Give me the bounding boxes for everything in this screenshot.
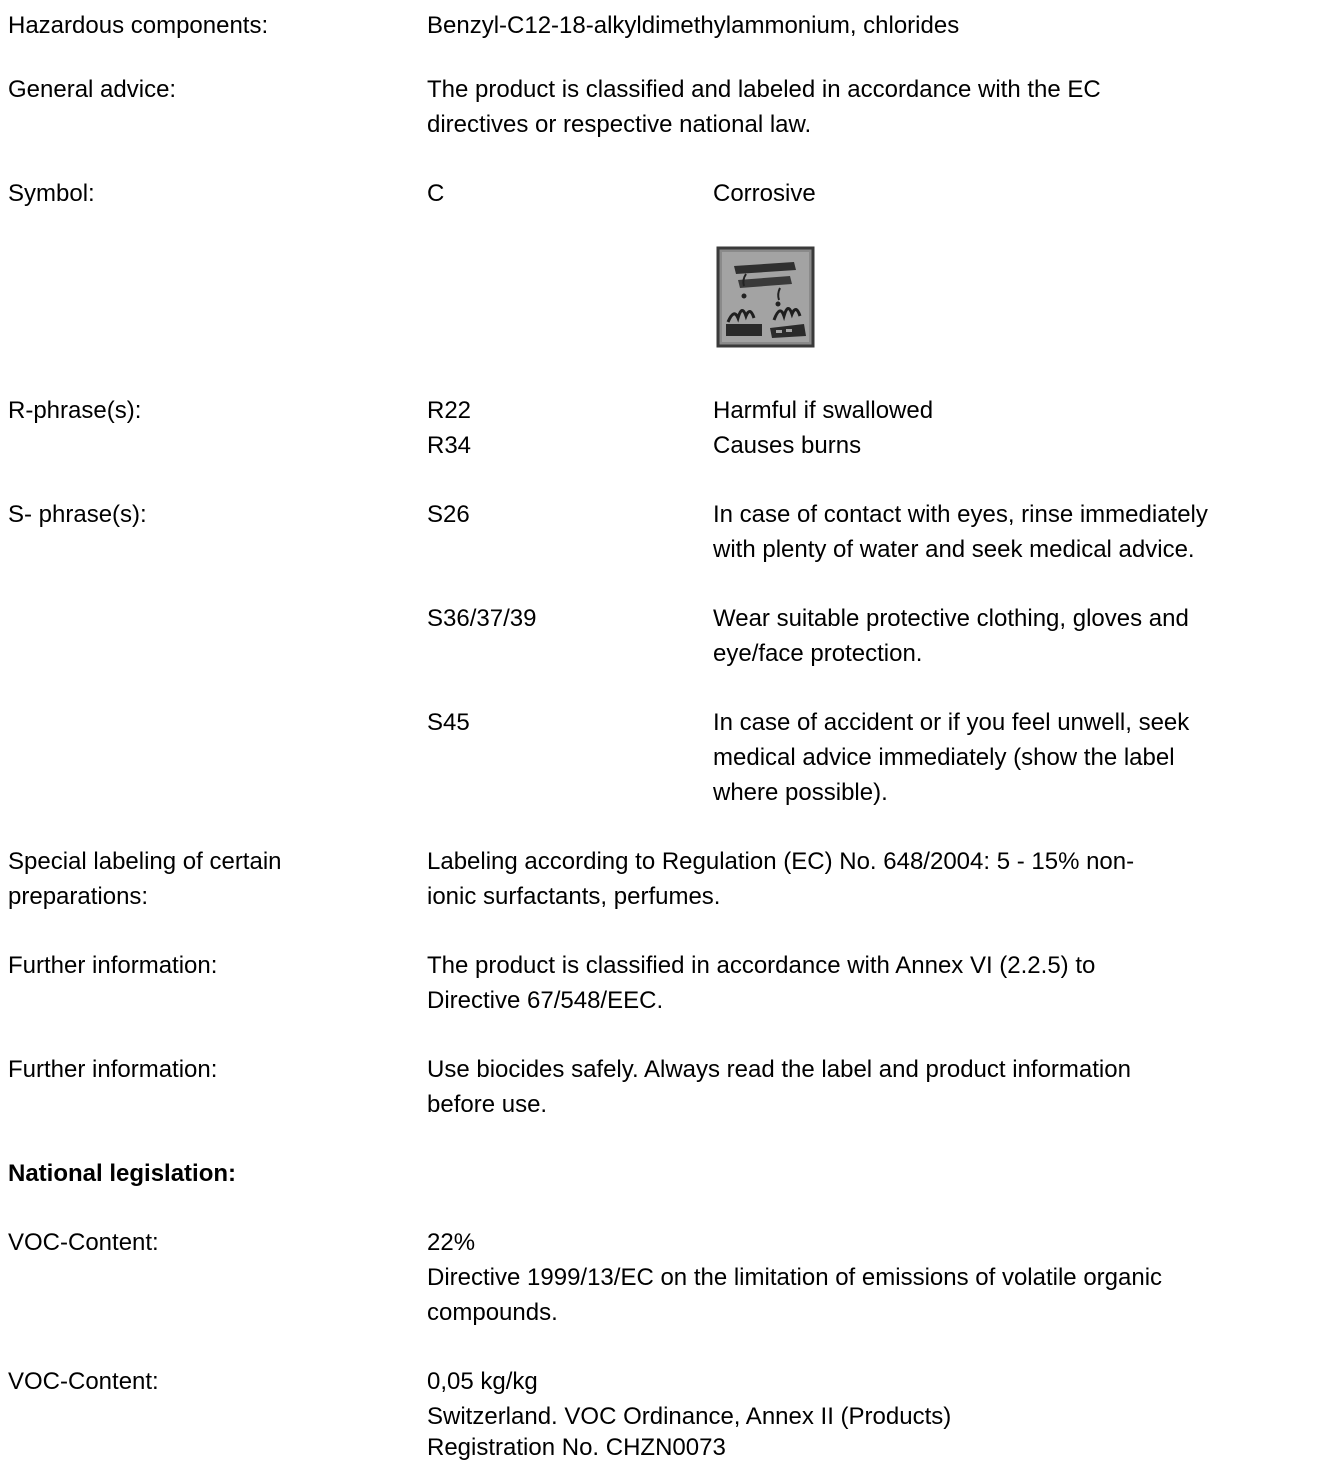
voc-content-line: Directive 1999/13/EC on the limitation of emissions of volatile organic	[427, 1264, 1163, 1291]
s-phrase-line: where possible).	[713, 779, 888, 806]
symbol-code: C	[427, 180, 445, 207]
hazardous-components-value: Benzyl-C12-18-alkyldimethylammonium, chlorides	[427, 12, 960, 39]
voc-content-line: 22%	[427, 1229, 476, 1256]
national-legislation-heading: National legislation:	[8, 1160, 237, 1187]
general-advice-line: directives or respective national law.	[427, 111, 812, 138]
s-phrase-line: medical advice immediately (show the label	[713, 744, 1175, 771]
further-information-line: before use.	[427, 1091, 548, 1118]
s-phrase-line: with plenty of water and seek medical advice.	[713, 536, 1195, 563]
s-phrase-code: S26	[427, 501, 470, 528]
s-phrase-line: Wear suitable protective clothing, gloves and	[713, 605, 1189, 632]
symbol-name: Corrosive	[713, 180, 816, 207]
voc-content-label: VOC-Content:	[8, 1229, 159, 1256]
r-phrase-code: R34	[427, 432, 472, 459]
s-phrase-line: In case of accident or if you feel unwell, seek	[713, 709, 1190, 736]
s-phrase-line: eye/face protection.	[713, 640, 923, 667]
voc-content-line: compounds.	[427, 1299, 558, 1326]
s-phrases-label: S- phrase(s):	[8, 501, 147, 528]
r-phrase-text: Harmful if swallowed	[713, 397, 934, 424]
r-phrase-code: R22	[427, 397, 472, 424]
further-information-line: The product is classified in accordance with Annex VI (2.2.5) to	[427, 952, 1096, 979]
further-information-line: Use biocides safely. Always read the label and product information	[427, 1056, 1131, 1083]
r-phrase-text: Causes burns	[713, 432, 862, 459]
general-advice-label: General advice:	[8, 76, 177, 103]
further-information-label: Further information:	[8, 952, 218, 979]
further-information-label: Further information:	[8, 1056, 218, 1083]
s-phrase-code: S45	[427, 709, 470, 736]
voc-content-line: 0,05 kg/kg	[427, 1368, 538, 1395]
special-labeling-line: ionic surfactants, perfumes.	[427, 883, 721, 910]
r-phrases-label: R-phrase(s):	[8, 397, 142, 424]
special-labeling-label: Special labeling of certain	[8, 848, 282, 875]
s-phrase-code: S36/37/39	[427, 605, 537, 632]
voc-content-label: VOC-Content:	[8, 1368, 159, 1395]
corrosive-pictogram-icon	[716, 244, 815, 348]
symbol-label: Symbol:	[8, 180, 95, 207]
voc-content-line: Switzerland. VOC Ordinance, Annex II (Products)	[427, 1403, 952, 1430]
hazardous-components-label: Hazardous components:	[8, 12, 269, 39]
s-phrase-line: In case of contact with eyes, rinse immediately	[713, 501, 1208, 528]
further-information-line: Directive 67/548/EEC.	[427, 987, 664, 1014]
voc-content-line: Registration No. CHZN0073	[427, 1434, 726, 1461]
special-labeling-label: preparations:	[8, 883, 149, 910]
special-labeling-line: Labeling according to Regulation (EC) No. 648/2004: 5 - 15% non-	[427, 848, 1135, 875]
general-advice-line: The product is classified and labeled in accordance with the EC	[427, 76, 1101, 103]
